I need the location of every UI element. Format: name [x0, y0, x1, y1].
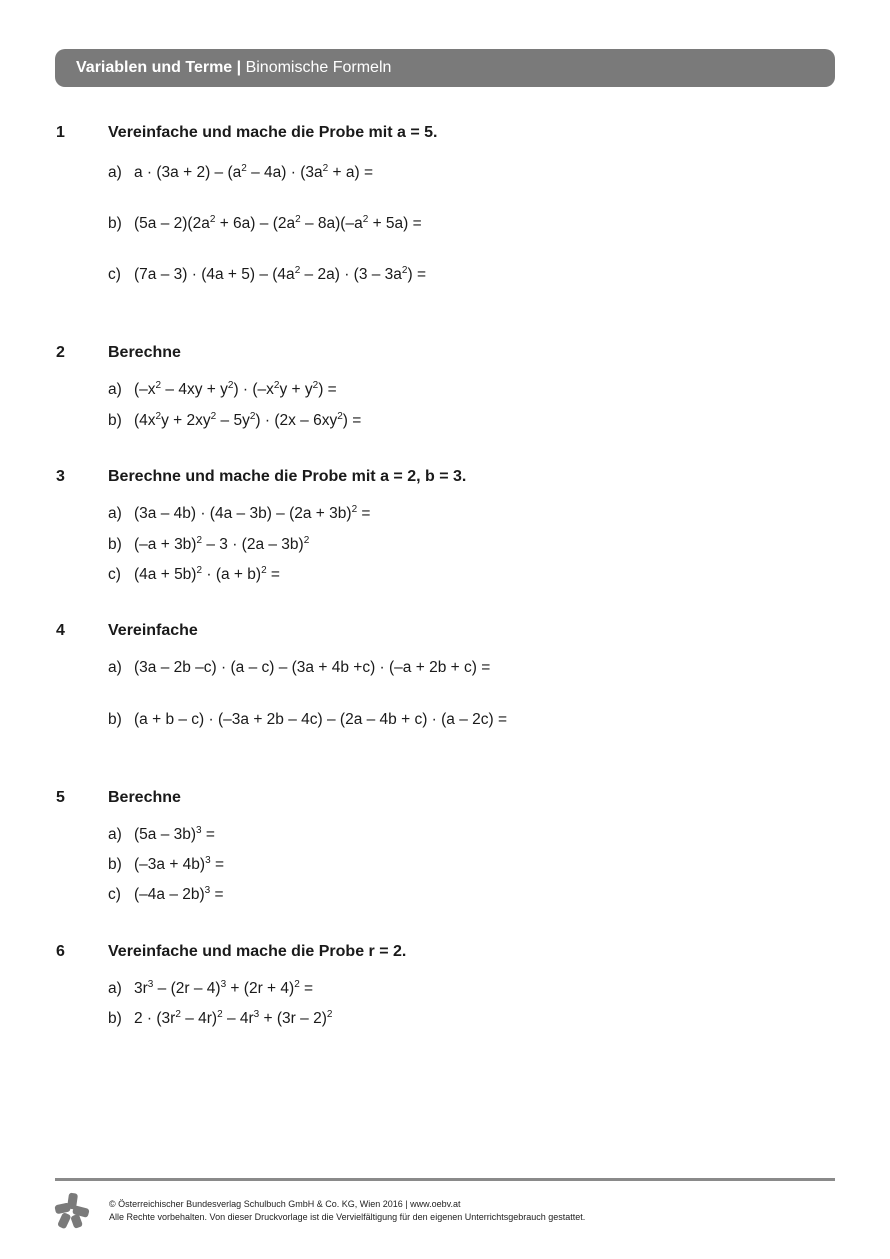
math-expression — [134, 856, 224, 873]
expression-text: = — [210, 886, 224, 903]
exercise-number: 2 — [56, 344, 65, 361]
expression-text: ) · (–x — [233, 381, 274, 398]
exponent: 2 — [196, 565, 203, 576]
exponent: 2 — [249, 411, 256, 422]
exponent: 3 — [204, 885, 211, 896]
header-bar — [55, 49, 835, 87]
math-expression — [134, 164, 373, 181]
expression-text: – 4r) — [180, 1010, 218, 1027]
math-expression — [134, 1010, 332, 1027]
expression-text: (–4a – 2b) — [134, 886, 205, 903]
math-expression — [134, 566, 280, 583]
exponent: 2 — [294, 265, 301, 276]
expression-text: a · (3a + 2) – (a — [134, 164, 242, 181]
expression-text: = — [266, 566, 280, 583]
expression-text: (4a + 5b) — [134, 566, 197, 583]
exercise-title: Berechne — [108, 789, 181, 806]
item-label: a) — [108, 659, 122, 676]
expression-text: = — [201, 826, 215, 843]
expression-text: (7a – 3) · (4a + 5) – (4a — [134, 266, 295, 283]
exponent: 2 — [241, 163, 247, 174]
exercise-item — [108, 1010, 332, 1028]
exercise-item — [108, 886, 224, 904]
exercise-item — [108, 826, 215, 844]
expression-text: ) = — [407, 266, 427, 283]
exercise-item — [108, 536, 309, 554]
exercise-item — [108, 266, 426, 284]
header-subtopic: Binomische Formeln — [241, 59, 392, 76]
math-expression — [134, 215, 422, 232]
copyright-notice — [109, 1198, 585, 1224]
exercise-number: 3 — [56, 468, 65, 485]
exponent: 2 — [401, 265, 408, 276]
expression-text: – 4r — [222, 1010, 254, 1027]
exercise-item — [108, 412, 361, 430]
expression-text: = — [210, 856, 225, 873]
exponent: 2 — [337, 411, 343, 422]
item-label: c) — [108, 566, 121, 583]
expression-text: – 4a) · (3a — [246, 164, 323, 181]
item-label: a) — [108, 980, 122, 997]
exponent: 2 — [196, 535, 203, 546]
exercise-title: Berechne — [108, 344, 181, 361]
expression-text: (4x — [134, 412, 156, 429]
publisher-logo-icon — [52, 1190, 92, 1230]
expression-text: – (2r – 4) — [153, 980, 221, 997]
exponent: 2 — [155, 380, 162, 391]
item-label: b) — [108, 412, 122, 429]
expression-text: (–3a + 4b) — [134, 856, 206, 873]
expression-text: y + y — [279, 381, 313, 398]
item-label: a) — [108, 381, 122, 398]
exercise-item — [108, 856, 224, 874]
exercise-item — [108, 505, 370, 523]
exercise-item — [108, 659, 490, 677]
expression-text: y + 2xy — [161, 412, 211, 429]
exponent: 2 — [209, 214, 216, 225]
item-label: a) — [108, 826, 122, 843]
expression-text: + a) = — [328, 164, 374, 181]
exponent: 2 — [303, 535, 310, 546]
expression-text: (3a – 4b) · (4a – 3b) – (2a + 3b) — [134, 505, 352, 522]
exercise-number: 4 — [56, 622, 65, 639]
exercise-item — [108, 711, 507, 729]
rights-line: Alle Rechte vorbehalten. Von dieser Druckvorlage ist die Vervielfältigung für den eigenen Unterrichtsgebrauch gestattet. — [109, 1212, 586, 1222]
exponent: 2 — [362, 214, 369, 225]
expression-text: + (3r – 2) — [259, 1010, 327, 1027]
item-label: b) — [108, 215, 122, 232]
item-label: a) — [108, 164, 122, 181]
expression-text: – 4xy + y — [161, 381, 228, 398]
expression-text: – 8a)(–a — [300, 215, 363, 232]
exercise-item — [108, 381, 337, 399]
exponent: 3 — [147, 979, 154, 990]
item-label: c) — [108, 266, 121, 283]
exercise-number: 5 — [56, 789, 65, 806]
exponent: 2 — [227, 380, 234, 391]
item-label: b) — [108, 536, 122, 553]
expression-text: (–x — [134, 381, 156, 398]
math-expression — [134, 266, 426, 283]
exponent: 3 — [205, 855, 211, 866]
exponent: 3 — [196, 825, 202, 836]
exponent: 2 — [155, 411, 162, 422]
exponent: 2 — [261, 565, 267, 576]
expression-text: (a + b – c) · (–3a + 2b – 4c) – (2a – 4b + c) · (a – 2c) = — [134, 711, 508, 728]
math-expression — [134, 412, 361, 429]
exponent: 2 — [295, 214, 301, 225]
item-label: b) — [108, 711, 122, 728]
expression-text: (5a – 3b) — [134, 826, 197, 843]
expression-text: 3r — [134, 980, 148, 997]
expression-text: – 5y — [216, 412, 250, 429]
exercise-title: Vereinfache und mache die Probe r = 2. — [108, 943, 407, 960]
exponent: 2 — [217, 1009, 223, 1020]
exercise-title: Vereinfache und mache die Probe mit a = 5. — [108, 124, 438, 141]
math-expression — [134, 980, 313, 997]
exponent: 2 — [351, 504, 358, 515]
expression-text: + 5a) = — [368, 215, 422, 232]
exercise-title: Berechne und mache die Probe mit a = 2, b = 3. — [108, 468, 467, 485]
expression-text: – 2a) · (3 – 3a — [300, 266, 402, 283]
expression-text: + (2r + 4) — [226, 980, 295, 997]
exercise-item — [108, 980, 313, 998]
item-label: c) — [108, 886, 121, 903]
exercise-number: 6 — [56, 943, 65, 960]
exercise-item — [108, 164, 373, 182]
exercise-item — [108, 215, 422, 233]
exponent: 2 — [294, 979, 300, 990]
footer-divider — [55, 1178, 835, 1181]
exponent: 2 — [312, 380, 319, 391]
expression-text: ) · (2x – 6xy — [255, 412, 338, 429]
copyright-line: © Österreichischer Bundesverlag Schulbuch GmbH & Co. KG, Wien 2016 | www.oebv.at — [109, 1199, 461, 1209]
math-expression — [134, 826, 215, 843]
expression-text: (3a – 2b –c) · (a – c) – (3a + 4b +c) · (–a + 2b + c) = — [134, 659, 491, 676]
expression-text: + 6a) – (2a — [215, 215, 296, 232]
expression-text: = — [357, 505, 371, 522]
math-expression — [134, 886, 224, 903]
expression-text: (–a + 3b) — [134, 536, 197, 553]
exponent: 3 — [253, 1009, 260, 1020]
exercise-number: 1 — [56, 124, 65, 141]
math-expression — [134, 711, 507, 728]
expression-text: ) = — [342, 412, 362, 429]
exponent: 2 — [210, 411, 217, 422]
exercise-title: Vereinfache — [108, 622, 198, 639]
item-label: a) — [108, 505, 122, 522]
math-expression — [134, 536, 309, 553]
expression-text: – 3 · (2a – 3b) — [202, 536, 304, 553]
item-label: b) — [108, 1010, 122, 1027]
exercise-item — [108, 566, 280, 584]
exponent: 3 — [220, 979, 227, 990]
header-topic: Variablen und Terme | — [76, 59, 242, 76]
exponent: 2 — [322, 163, 329, 174]
expression-text: 2 · (3r — [134, 1010, 176, 1027]
expression-text: · (a + b) — [202, 566, 262, 583]
expression-text: ) = — [318, 381, 337, 398]
math-expression — [134, 381, 337, 398]
exponent: 2 — [273, 380, 280, 391]
exponent: 2 — [326, 1009, 333, 1020]
expression-text: = — [299, 980, 314, 997]
item-label: b) — [108, 856, 122, 873]
math-expression — [134, 659, 490, 676]
math-expression — [134, 505, 370, 522]
exponent: 2 — [175, 1009, 181, 1020]
expression-text: (5a – 2)(2a — [134, 215, 210, 232]
